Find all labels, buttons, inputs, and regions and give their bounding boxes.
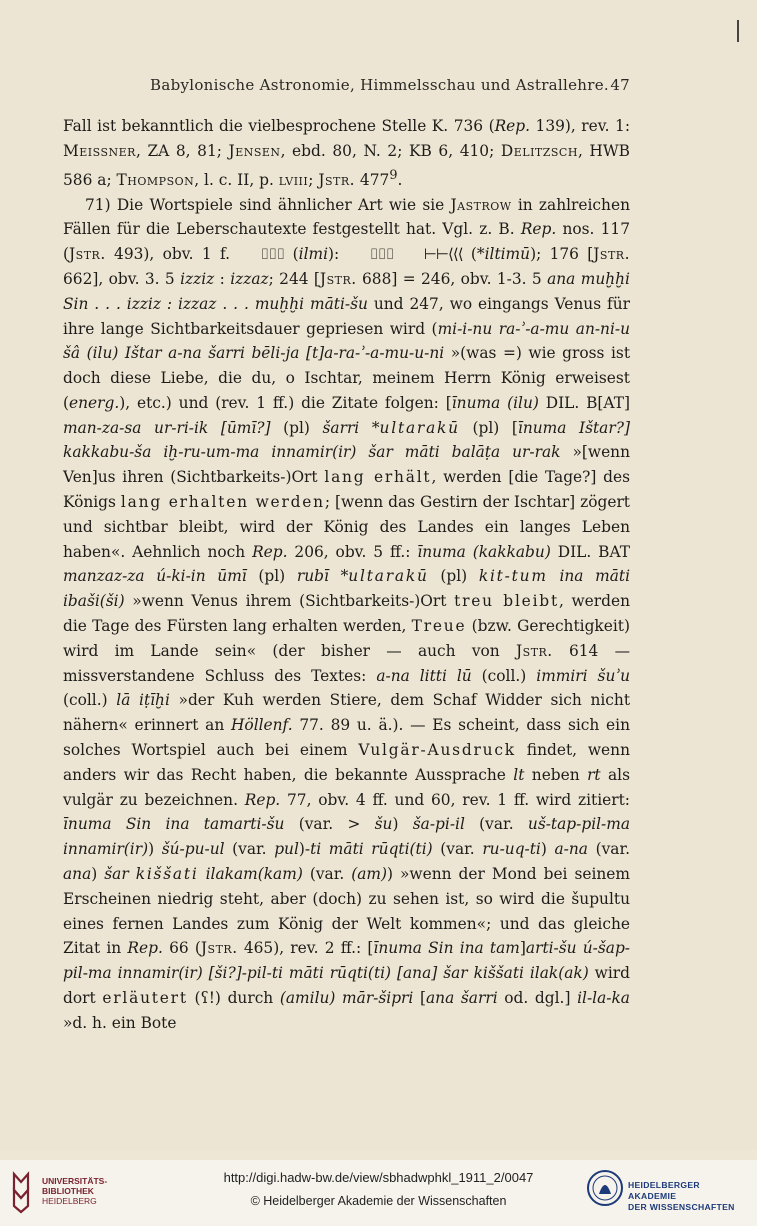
academy-name-line: HEIDELBERGER AKADEMIE	[628, 1180, 700, 1201]
cuneiform-sign-icon: ⌷⌷⌷	[260, 245, 285, 264]
running-title: Babylonische Astronomie, Himmelsschau und Astrallehre.	[150, 76, 609, 94]
library-name-line: UNIVERSITÄTS-	[42, 1176, 108, 1186]
library-name-line: HEIDELBERG	[42, 1196, 97, 1206]
copyright-notice: © Heidelberger Akademie der Wissenschaften	[250, 1194, 507, 1208]
margin-mark	[737, 20, 739, 42]
paragraph-note-71: 71) Die Wortspiele sind ähnlicher Art wie sie Jastrow in zahlreichen Fällen für die Leberschautexte festgestellt hat. Vgl. z. B. Rep. nos. 117 (Jstr. 493), obv. 1 f. ⌷⌷⌷ (ilmi): ⌷⌷⌷ ⊢⊢⟨⟨⟨ (*iltimū); 176 [Jstr. 662], obv. 3. 5 izziz : izzaz; 244 [Jstr. 688] = 246, obv. 1-3. 5 ana muḫḫi Sin . . . izziz : izzaz . . . muḫḫi māti-šu und 247, wo eingangs Venus für ihre lange Sichtbarkeitsdauer gepriesen wird (mi-i-nu ra-ʾ-a-mu an-ni-u šâ (ilu) Ištar a-na šarri bēli-ja [t]a-ra-ʾ-a-mu-u-ni »(was =) wie gross ist doch diese Liebe, die du, o Ischtar, meinem Herrn König erweisest (energ.), etc.) und (rev. 1 ff.) die Zitate folgen: [īnuma (ilu) DIL. B[AT] man-za-sa ur-ri-ik [ūmī?] (pl) šarri *ultarakū (pl) [īnuma Ištar?] kakkabu-ša iḫ-ru-um-ma innamir(ir) šar māti balāṭa ur-rak »[wenn Ven]us ihren (Sichtbarkeits-)Ort lang erhält, werden [die Tage?] des Königs lang erhalten werden; [wenn das Gestirn der Ischtar] zögert und sichtbar bleibt, wird der König des Landes ein langes Leben haben«. Aehnlich noch Rep. 206, obv. 5 ff.: īnuma (kakkabu) DIL. BAT manzaz-za ú-ki-in ūmī (pl) rubī *ultarakū (pl) kit-tum ina māti ibaši(ši) »wenn Venus ihrem (Sichtbarkeits-)Ort treu bleibt, werden die Tage des Fürsten lang erhalten werden, Treue (bzw. Gerechtigkeit) wird im Lande sein« (der bisher — auch von Jstr. 614 — missverstandene Schluss des Textes: a-na litti lū (coll.) immiri šuʾu (coll.) lā iṭīḫi »der Kuh werden Stiere, dem Schaf Widder sich nicht nähern« erinnert an Höllenf. 77. 89 u. ä.). — Es scheint, dass sich ein solches Wortspiel auch bei einem Vulgär-Ausdruck findet, wenn anders wir das Recht haben, die bekannte Aussprache lt neben rt als vulgär zu bezeichnen. Rep. 77, obv. 4 ff. und 60, rev. 1 ff. wird zitiert: īnuma Sin ina tamarti-šu (var. > šu) ša-pi-il (var. uš-tap-pil-ma innamir(ir)) šú-pu-ul (var. pul)-ti māti rūqti(ti) (var. ru-uq-ti) a-na (var. ana) šar kiššati ilakam(kam) (var. (am)) »wenn der Mond bei seinem Erscheinen niedrig steht, aber (doch) zu sehen ist, so wird die šupultu eines fernen Landes zum König der Welt kommen«; und das gleiche Zitat in Rep. 66 (Jstr. 465), rev. 2 ff.: [īnuma Sin ina tam]arti-šu ú-šap-pil-ma innamir(ir) [ši?]-pil-ti māti rūqti(ti) [ana] šar kiššati ilak(ak) wird dort erläutert (ʕ!) durch (amilu) mār-šipri [ana šarri od. dgl.] il-la-ka »d. h. ein Bote	[63, 195, 631, 1032]
cuneiform-sign-icon: ⌷⌷⌷	[369, 245, 394, 264]
library-name-line: BIBLIOTHEK	[42, 1186, 94, 1196]
academy-logo[interactable]	[586, 1166, 746, 1216]
page-number: 47	[610, 76, 630, 94]
permalink-url[interactable]: http://digi.hadw-bw.de/view/sbhadwphkl_1911_2/0047	[223, 1170, 534, 1185]
paragraph-continuation: Fall ist bekanntlich die vielbesprochene Stelle K. 736 (Rep. 139), rev. 1: Meissner, ZA 8, 81; Jensen, ebd. 80, N. 2; KB 6, 410; Delitzsch, HWB 586 a; Thompson, l. c. II, p. lviii; Jstr. $477^9$.	[63, 117, 630, 189]
body-text	[63, 114, 630, 1036]
academy-name	[628, 1180, 746, 1213]
digitization-footer	[0, 1160, 757, 1226]
cuneiform-sign-icon: ⊢⊢⟨⟨⟨	[423, 245, 463, 264]
academy-name-line: DER WISSENSCHAFTEN	[628, 1202, 735, 1212]
academy-seal-icon	[586, 1166, 624, 1210]
